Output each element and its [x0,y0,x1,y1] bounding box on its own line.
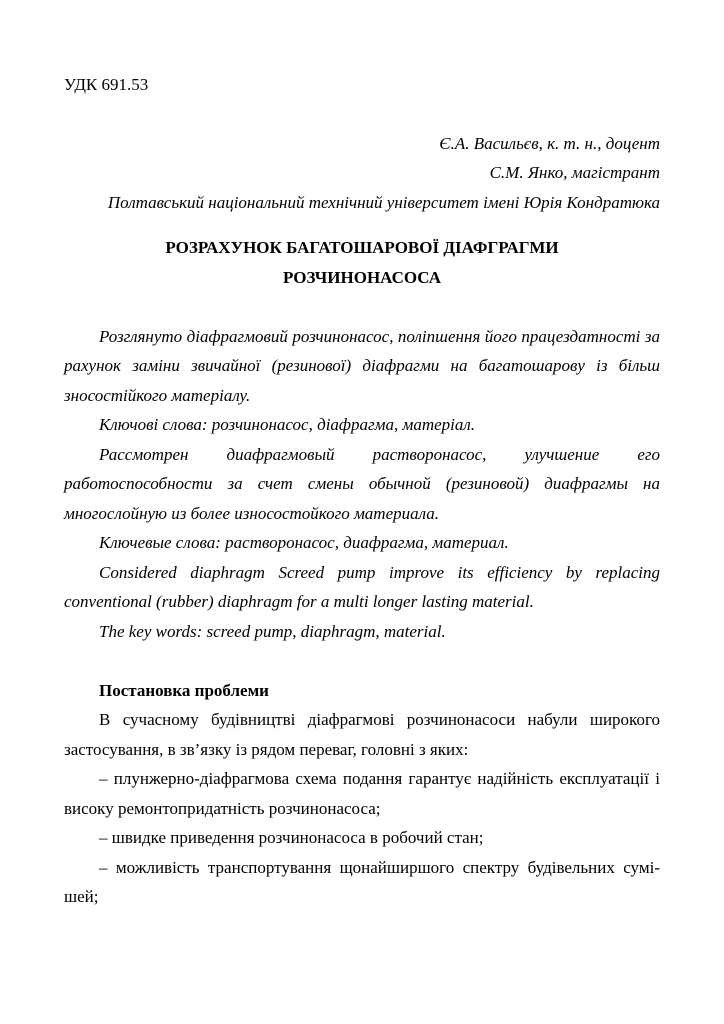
paper-title-line-2: РОЗЧИНОНАСОСА [282,267,442,287]
udc-code: УДК 691.53 [64,75,149,94]
section-heading-problem-statement: Постановка проблеми [99,680,269,700]
author-line-2: С.М. Янко, магістрант [489,163,660,182]
abstract-russian: Рассмотрен диафрагмовый растворонасос, улучшение его работоспособности за счет смены обычной (резиновой) диафрагмы на многослойную из более износостойкого материала. [64,444,660,523]
affiliation-line: Полтавський національний технічний університет імені Юрія Кондратюка [107,192,660,212]
bullet-item-1: – плунжерно-діафрагмова схема подання гарантує надійність експлуатації і високу ремонтопридатність розчинонасоса; [64,769,660,818]
author-line-1: Є.А. Васильєв, к. т. н., доцент [439,133,660,153]
intro-paragraph: В сучасному будівництві діафрагмові розчинонасоси набули широкого застосування, в зв’язку із рядом переваг, головні з яких: [64,710,660,759]
bullet-item-2: – швидке приведення розчинонасоса в робочий стан; [99,828,484,847]
paper-title [64,233,660,292]
bullet-item-3: – можливість транспортування щонайширшого спектру будівельних сумішей; [64,857,660,906]
abstract-ukrainian: Розглянуто діафрагмовий розчинонасос, поліпшення його працездатності за рахунок заміни звичайної (резинової) діафрагми на багатошарову із більш зносостійкого матеріалу. [64,326,660,405]
byline-block [64,129,660,218]
paper-title-line-1: РОЗРАХУНОК БАГАТОШАРОВОЇ ДІАФГРАГМИ [165,238,559,257]
keywords-ukrainian: Ключові слова: розчинонасос, діафрагма, матеріал. [99,415,476,434]
keywords-english: The key words: screed pump, diaphragm, material. [99,621,446,641]
keywords-russian: Ключевые слова: растворонасос, диафрагма, материал. [99,533,509,552]
abstract-english: Considered diaphragm Screed pump improve its efficiency by replacing conventional (rubber) diaphragm for a multi longer lasting material. [64,562,660,611]
